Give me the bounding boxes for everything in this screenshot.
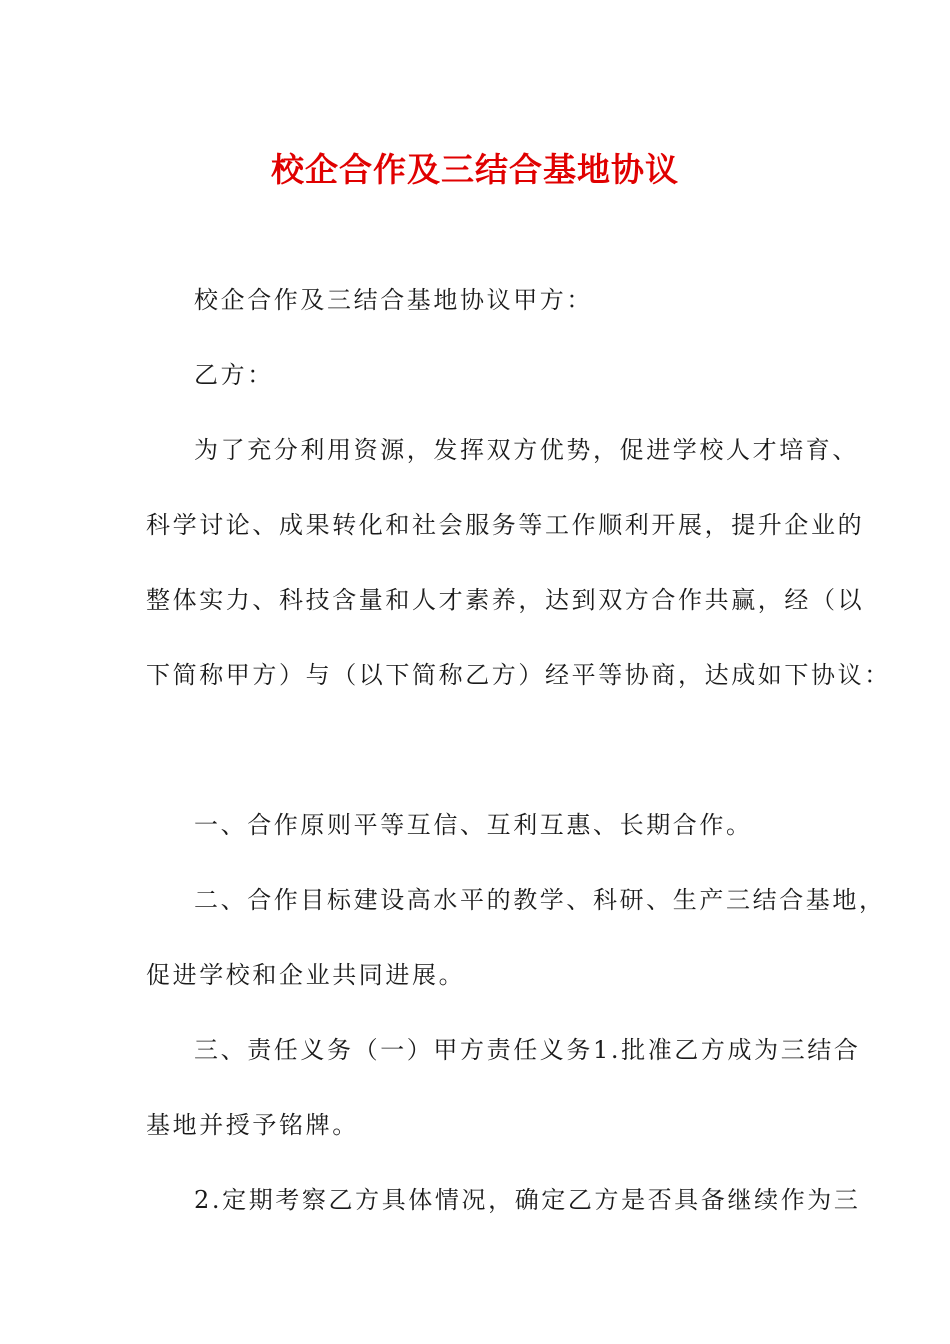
party-b-line: 乙方：	[194, 361, 274, 389]
clause-line: 一、合作原则平等互信、互利互惠、长期合作。	[194, 811, 753, 839]
clause-line: 基地并授予铭牌。	[146, 1111, 359, 1139]
party-a-line: 校企合作及三结合基地协议甲方：	[194, 286, 593, 314]
clause-line: 二、合作目标建设高水平的教学、科研、生产三结合基地，	[194, 886, 886, 914]
paragraph-line: 整体实力、科技含量和人才素养，达到双方合作共赢，经（以	[146, 586, 865, 614]
paragraph-line: 为了充分利用资源，发挥双方优势，促进学校人才培育、	[194, 436, 859, 464]
paragraph-line: 科学讨论、成果转化和社会服务等工作顺利开展，提升企业的	[146, 511, 865, 539]
clause-line: 促进学校和企业共同进展。	[146, 961, 466, 989]
document-title: 校企合作及三结合基地协议	[271, 150, 679, 189]
clause-line: 三、责任义务（一）甲方责任义务1.批准乙方成为三结合	[194, 1036, 861, 1064]
paragraph-line: 下简称甲方）与（以下简称乙方）经平等协商，达成如下协议：	[146, 661, 891, 689]
clause-line: 2.定期考察乙方具体情况，确定乙方是否具备继续作为三	[194, 1186, 861, 1214]
